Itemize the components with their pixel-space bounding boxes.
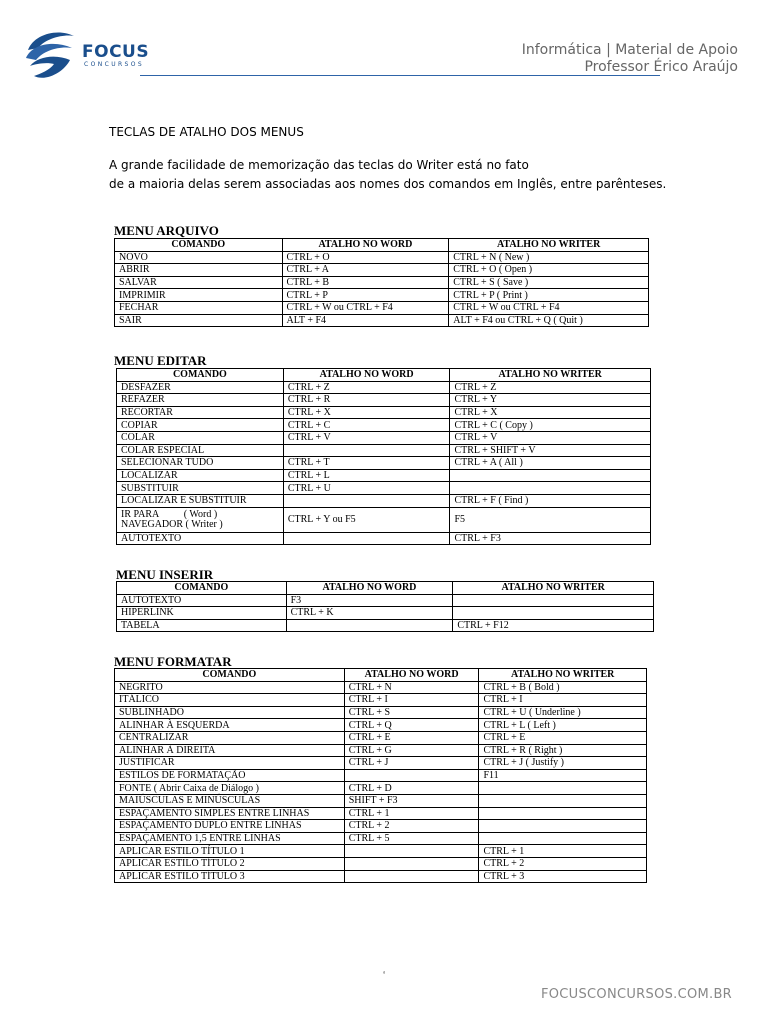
cell-writer: CTRL + V: [450, 431, 651, 444]
footer-mark: ‘: [383, 970, 386, 981]
cell-word: CTRL + E: [344, 731, 479, 744]
table-row: [115, 719, 647, 732]
cell-comando: ALINHAR À ESQUERDA: [115, 719, 345, 732]
table-row: [115, 794, 647, 807]
cell-word: [344, 857, 479, 870]
cell-word: SHIFT + F3: [344, 794, 479, 807]
cell-writer: CTRL + I: [479, 694, 647, 707]
table-row: [115, 807, 647, 820]
cell-word: CTRL + X: [283, 406, 450, 419]
cell-comando: SUBLINHADO: [115, 706, 345, 719]
cell-comando: AUTOTEXTO: [117, 532, 284, 545]
cell-word: CTRL + U: [283, 482, 450, 495]
cell-comando: LOCALIZAR: [117, 469, 284, 482]
table-row: [115, 832, 647, 845]
cell-comando: ESPAÇAMENTO DUPLO ENTRE LINHAS: [115, 820, 345, 833]
cell-comando: HIPERLINK: [117, 607, 287, 620]
table-row: [117, 381, 651, 394]
table-row: [117, 507, 651, 532]
document-title: TECLAS DE ATALHO DOS MENUS: [109, 125, 304, 139]
page-header: [0, 0, 768, 80]
cell-word: CTRL + 1: [344, 807, 479, 820]
cell-comando: ESPAÇAMENTO 1,5 ENTRE LINHAS: [115, 832, 345, 845]
cell-comando: JUSTIFICAR: [115, 757, 345, 770]
cell-writer: CTRL + Z: [450, 381, 651, 394]
table-row: [117, 594, 654, 607]
cell-writer: [450, 482, 651, 495]
cell-comando: IMPRIMIR: [115, 289, 283, 302]
table-row: [117, 394, 651, 407]
table-row: [117, 494, 651, 507]
intro-line-1: A grande facilidade de memorização das teclas do Writer está no fato: [109, 158, 529, 172]
cell-word: CTRL + Q: [344, 719, 479, 732]
cell-writer: CTRL + W ou CTRL + F4: [449, 301, 649, 314]
cell-word: CTRL + D: [344, 782, 479, 795]
cell-word: CTRL + Y ou F5: [283, 507, 450, 532]
cell-word: CTRL + T: [283, 457, 450, 470]
table-row: [115, 744, 647, 757]
cell-writer: CTRL + 2: [479, 857, 647, 870]
menu-editar-title: MENU EDITAR: [114, 353, 207, 368]
cell-writer: [453, 607, 654, 620]
cell-comando: NEGRITO: [115, 681, 345, 694]
cell-comando: SUBSTITUIR: [117, 482, 284, 495]
cell-writer: [450, 469, 651, 482]
cell-word: [283, 494, 450, 507]
table-row: [115, 820, 647, 833]
cell-writer: CTRL + E: [479, 731, 647, 744]
column-header-comando: COMANDO: [117, 369, 284, 382]
cell-writer: CTRL + 3: [479, 870, 647, 883]
table-body: [115, 681, 647, 883]
column-header-word: ATALHO NO WORD: [282, 239, 449, 252]
cell-writer: CTRL + O ( Open ): [449, 264, 649, 277]
table-row: [115, 731, 647, 744]
cell-word: CTRL + R: [283, 394, 450, 407]
header-info: [522, 42, 738, 76]
column-header-comando: COMANDO: [115, 669, 345, 682]
cell-writer: CTRL + R ( Right ): [479, 744, 647, 757]
cell-word: [344, 870, 479, 883]
cell-writer: [479, 794, 647, 807]
table-row: [115, 314, 649, 327]
cell-comando: COLAR ESPECIAL: [117, 444, 284, 457]
table-row: [115, 681, 647, 694]
cell-writer: CTRL + Y: [450, 394, 651, 407]
cell-comando: ESTILOS DE FORMATAÇÃO: [115, 769, 345, 782]
cell-comando: ITÁLICO: [115, 694, 345, 707]
cell-word: ALT + F4: [282, 314, 449, 327]
focus-logo-icon: [24, 28, 80, 82]
table-row: [115, 706, 647, 719]
column-header-comando: COMANDO: [115, 239, 283, 252]
cell-comando: SAIR: [115, 314, 283, 327]
menu-arquivo-title: MENU ARQUIVO: [114, 223, 219, 238]
column-header-word: ATALHO NO WORD: [283, 369, 450, 382]
cell-writer: [479, 832, 647, 845]
cell-word: CTRL + K: [286, 607, 453, 620]
table-row: [117, 469, 651, 482]
cell-word: [283, 532, 450, 545]
table-body: [115, 251, 649, 327]
cell-writer: CTRL + S ( Save ): [449, 276, 649, 289]
cell-word: CTRL + V: [283, 431, 450, 444]
cell-comando: DESFAZER: [117, 381, 284, 394]
cell-comando: IR PARA ( Word ) NAVEGADOR ( Writer ): [117, 507, 284, 532]
header-professor: Professor Érico Araújo: [584, 59, 738, 75]
cell-comando: NOVO: [115, 251, 283, 264]
column-header-comando: COMANDO: [117, 582, 287, 595]
table-row: [115, 264, 649, 277]
table-row: [117, 419, 651, 432]
menu-formatar-title: MENU FORMATAR: [114, 654, 232, 669]
cell-comando: AUTOTEXTO: [117, 594, 287, 607]
cell-writer: CTRL + F ( Find ): [450, 494, 651, 507]
cell-comando: COPIAR: [117, 419, 284, 432]
cell-writer: CTRL + F3: [450, 532, 651, 545]
intro-line-2: de a maioria delas serem associadas aos nomes dos comandos em Inglês, entre parênteses.: [109, 177, 667, 191]
cell-word: [344, 845, 479, 858]
cell-comando: ABRIR: [115, 264, 283, 277]
header-divider: [140, 75, 660, 76]
menu-inserir-table: [116, 581, 654, 632]
cell-word: CTRL + G: [344, 744, 479, 757]
cell-comando: TABELA: [117, 619, 287, 632]
table-row: [115, 845, 647, 858]
table-row: [115, 276, 649, 289]
brand-name: FOCUS: [82, 42, 150, 62]
table-row: [117, 406, 651, 419]
cell-comando: ESPAÇAMENTO SIMPLES ENTRE LINHAS: [115, 807, 345, 820]
table-row: [117, 482, 651, 495]
cell-writer: F5: [450, 507, 651, 532]
column-header-writer: ATALHO NO WRITER: [479, 669, 647, 682]
cell-comando: ALINHAR À DIREITA: [115, 744, 345, 757]
table-row: [115, 289, 649, 302]
cell-word: CTRL + B: [282, 276, 449, 289]
cell-word: [286, 619, 453, 632]
cell-comando: APLICAR ESTILO TÍTULO 2: [115, 857, 345, 870]
menu-inserir-title: MENU INSERIR: [116, 567, 214, 582]
brand-subtitle: CONCURSOS: [84, 61, 145, 68]
intro-paragraph: [109, 156, 709, 194]
table-body: [117, 381, 651, 545]
cell-word: CTRL + J: [344, 757, 479, 770]
cell-comando: APLICAR ESTILO TÍTULO 3: [115, 870, 345, 883]
cell-writer: CTRL + P ( Print ): [449, 289, 649, 302]
menu-formatar-table: [114, 668, 647, 883]
cell-comando: APLICAR ESTILO TÍTULO 1: [115, 845, 345, 858]
menu-editar-table: [116, 368, 651, 545]
column-header-writer: ATALHO NO WRITER: [449, 239, 649, 252]
cell-word: [344, 769, 479, 782]
cell-writer: CTRL + 1: [479, 845, 647, 858]
cell-writer: CTRL + C ( Copy ): [450, 419, 651, 432]
table-row: [117, 532, 651, 545]
cell-comando: FONTE ( Abrir Caixa de Diálogo ): [115, 782, 345, 795]
cell-word: CTRL + P: [282, 289, 449, 302]
cell-comando: SELECIONAR TUDO: [117, 457, 284, 470]
cell-writer: CTRL + N ( New ): [449, 251, 649, 264]
cell-word: CTRL + O: [282, 251, 449, 264]
cell-word: CTRL + W ou CTRL + F4: [282, 301, 449, 314]
table-row: [115, 251, 649, 264]
cell-writer: CTRL + A ( All ): [450, 457, 651, 470]
cell-comando: LOCALIZAR E SUBSTITUIR: [117, 494, 284, 507]
table-row: [117, 619, 654, 632]
table-row: [117, 607, 654, 620]
cell-writer: CTRL + J ( Justify ): [479, 757, 647, 770]
cell-word: CTRL + 2: [344, 820, 479, 833]
cell-writer: ALT + F4 ou CTRL + Q ( Quit ): [449, 314, 649, 327]
footer-website: FOCUSCONCURSOS.COM.BR: [541, 987, 732, 1002]
table-row: [117, 444, 651, 457]
cell-writer: CTRL + SHIFT + V: [450, 444, 651, 457]
cell-word: [283, 444, 450, 457]
table-row: [115, 857, 647, 870]
table-row: [117, 431, 651, 444]
table-row: [117, 457, 651, 470]
cell-word: CTRL + L: [283, 469, 450, 482]
cell-writer: [453, 594, 654, 607]
cell-writer: F11: [479, 769, 647, 782]
column-header-word: ATALHO NO WORD: [286, 582, 453, 595]
cell-comando: COLAR: [117, 431, 284, 444]
cell-comando: MAIÚSCULAS E MINÚSCULAS: [115, 794, 345, 807]
cell-word: CTRL + I: [344, 694, 479, 707]
cell-word: CTRL + C: [283, 419, 450, 432]
cell-word: CTRL + 5: [344, 832, 479, 845]
table-row: [115, 694, 647, 707]
header-subject: Informática | Material de Apoio: [521, 42, 738, 58]
cell-writer: CTRL + F12: [453, 619, 654, 632]
cell-writer: CTRL + B ( Bold ): [479, 681, 647, 694]
cell-comando: REFAZER: [117, 394, 284, 407]
cell-comando: CENTRALIZAR: [115, 731, 345, 744]
cell-word: CTRL + S: [344, 706, 479, 719]
cell-comando: RECORTAR: [117, 406, 284, 419]
cell-word: CTRL + Z: [283, 381, 450, 394]
table-row: [115, 782, 647, 795]
column-header-writer: ATALHO NO WRITER: [453, 582, 654, 595]
cell-writer: [479, 782, 647, 795]
menu-arquivo-table: [114, 238, 649, 327]
cell-word: F3: [286, 594, 453, 607]
cell-writer: [479, 807, 647, 820]
cell-word: CTRL + N: [344, 681, 479, 694]
table-body: [117, 594, 654, 632]
brand-logo: [24, 28, 154, 82]
cell-comando: SALVAR: [115, 276, 283, 289]
column-header-word: ATALHO NO WORD: [344, 669, 479, 682]
column-header-writer: ATALHO NO WRITER: [450, 369, 651, 382]
table-row: [115, 769, 647, 782]
cell-writer: CTRL + L ( Left ): [479, 719, 647, 732]
table-row: [115, 301, 649, 314]
cell-word: CTRL + A: [282, 264, 449, 277]
cell-comando: FECHAR: [115, 301, 283, 314]
table-row: [115, 870, 647, 883]
table-row: [115, 757, 647, 770]
cell-writer: CTRL + U ( Underline ): [479, 706, 647, 719]
cell-writer: CTRL + X: [450, 406, 651, 419]
cell-writer: [479, 820, 647, 833]
